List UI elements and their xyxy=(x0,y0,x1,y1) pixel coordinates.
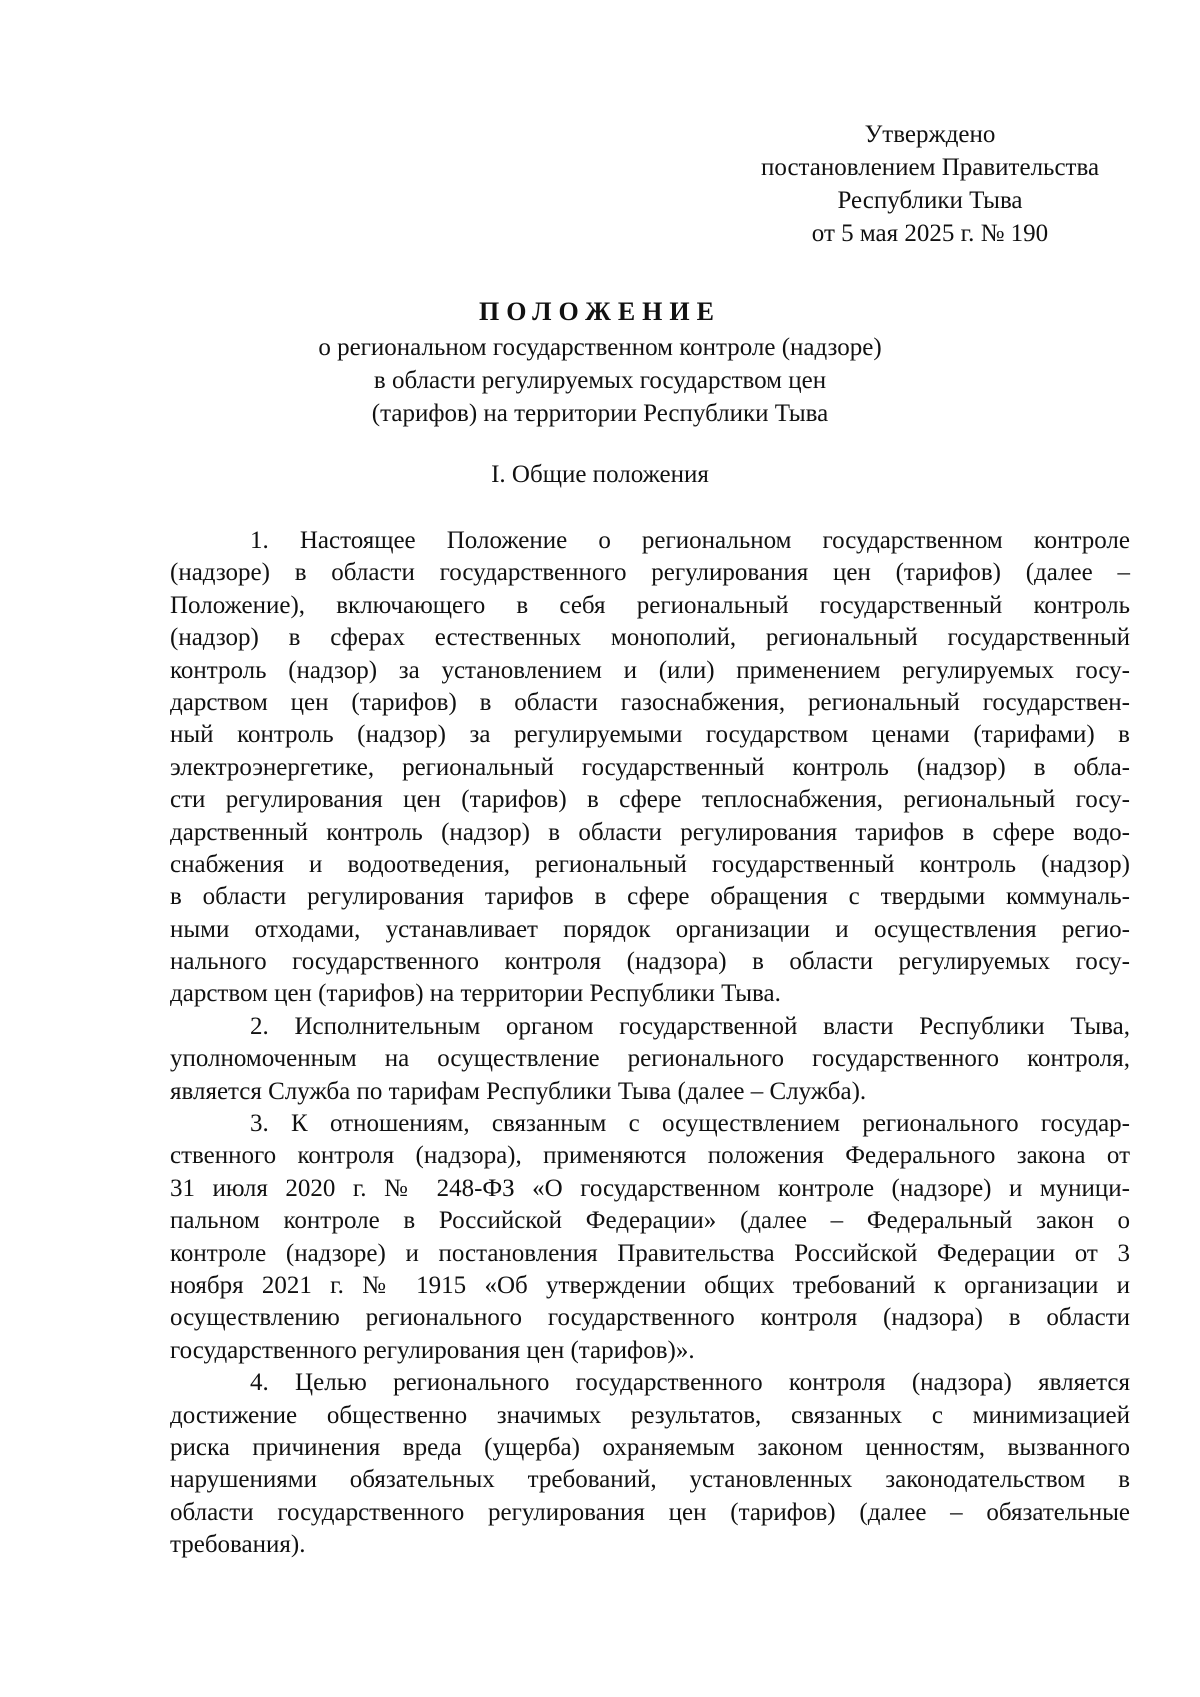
document-body xyxy=(170,525,1130,1562)
text-line: (надзор) в сферах естественных монополий, региональный государственный xyxy=(170,624,1130,652)
approval-block xyxy=(740,118,1120,250)
section-heading: I. Общие положения xyxy=(491,461,709,488)
text-line: государственного регулирования цен (тарифов)». xyxy=(170,1336,695,1364)
text-line: ноября 2021 г. № 1915 «Об утверждении общих требований к организации и xyxy=(170,1271,1130,1299)
text-line: требования). xyxy=(170,1531,306,1559)
paragraph-4 xyxy=(170,1367,1130,1561)
subtitle-line: о региональном государственном контроле (надзоре) xyxy=(318,334,882,361)
document-subtitle xyxy=(0,331,1200,430)
text-line: пальном контроле в Российской Федерации» (далее – Федеральный закон о xyxy=(170,1207,1130,1235)
text-line: нарушениями обязательных требований, установленных законодательством в xyxy=(170,1466,1130,1494)
text-line: 1. Настоящее Положение о региональном государственном контроле xyxy=(250,527,1130,554)
text-line: уполномоченным на осуществление регионального государственного контроля, xyxy=(170,1045,1130,1073)
text-line: сти регулирования цен (тарифов) в сфере теплоснабжения, региональный госу- xyxy=(170,786,1130,814)
text-line: в области регулирования тарифов в сфере обращения с твердыми коммуналь- xyxy=(170,883,1130,911)
subtitle-line: (тарифов) на территории Республики Тыва xyxy=(371,400,829,427)
paragraph-2 xyxy=(170,1011,1130,1108)
text-line: дарством цен (тарифов) в области газоснабжения, региональный государствен- xyxy=(170,688,1130,716)
text-line: является Служба по тарифам Республики Тыва (далее – Служба). xyxy=(170,1077,867,1105)
text-line: области государственного регулирования цен (тарифов) (далее – обязательные xyxy=(170,1498,1130,1526)
text-line: 4. Целью регионального государственного контроля (надзора) является xyxy=(250,1369,1130,1397)
text-line: ный контроль (надзор) за регулируемыми государством ценами (тарифами) в xyxy=(170,721,1130,749)
text-line: контроле (надзоре) и постановления Правительства Российской Федерации от 3 xyxy=(170,1239,1130,1267)
text-line: достижение общественно значимых результатов, связанных с минимизацией xyxy=(170,1401,1130,1429)
approval-line: Утверждено xyxy=(864,121,996,148)
approval-line: Республики Тыва xyxy=(837,187,1023,214)
text-line: ными отходами, устанавливает порядок организации и осуществления регио- xyxy=(170,915,1130,943)
approval-line: от 5 мая 2025 г. № 190 xyxy=(811,220,1049,247)
text-line: 31 июля 2020 г. № 248-ФЗ «О государственном контроле (надзоре) и муници- xyxy=(170,1174,1130,1202)
text-line: нального государственного контроля (надзора) в области регулируемых госу- xyxy=(170,948,1130,976)
text-line: риска причинения вреда (ущерба) охраняемым законом ценностям, вызванного xyxy=(170,1433,1130,1461)
document-title: ПОЛОЖЕНИЕ xyxy=(479,297,721,326)
text-line: дарственный контроль (надзор) в области регулирования тарифов в сфере водо- xyxy=(170,818,1130,846)
subtitle-line: в области регулируемых государством цен xyxy=(373,367,827,394)
approval-line: постановлением Правительства xyxy=(760,154,1100,181)
text-line: снабжения и водоотведения, региональный государственный контроль (надзор) xyxy=(170,850,1130,878)
text-line: дарством цен (тарифов) на территории Республики Тыва. xyxy=(170,980,781,1008)
text-line: Положение), включающего в себя региональный государственный контроль xyxy=(170,591,1130,619)
text-line: 2. Исполнительным органом государственной власти Республики Тыва, xyxy=(250,1012,1130,1040)
text-line: (надзоре) в области государственного регулирования цен (тарифов) (далее – xyxy=(170,559,1130,587)
text-line: осуществлению регионального государственного контроля (надзора) в области xyxy=(170,1304,1130,1332)
text-line: 3. К отношениям, связанным с осуществлением регионального государ- xyxy=(250,1110,1130,1138)
paragraph-1 xyxy=(170,525,1130,1011)
text-line: ственного контроля (надзора), применяются положения Федерального закона от xyxy=(170,1142,1130,1170)
paragraph-3 xyxy=(170,1108,1130,1367)
text-line: электроэнергетике, региональный государственный контроль (надзор) в обла- xyxy=(170,753,1130,781)
text-line: контроль (надзор) за установлением и (или) применением регулируемых госу- xyxy=(170,656,1130,684)
